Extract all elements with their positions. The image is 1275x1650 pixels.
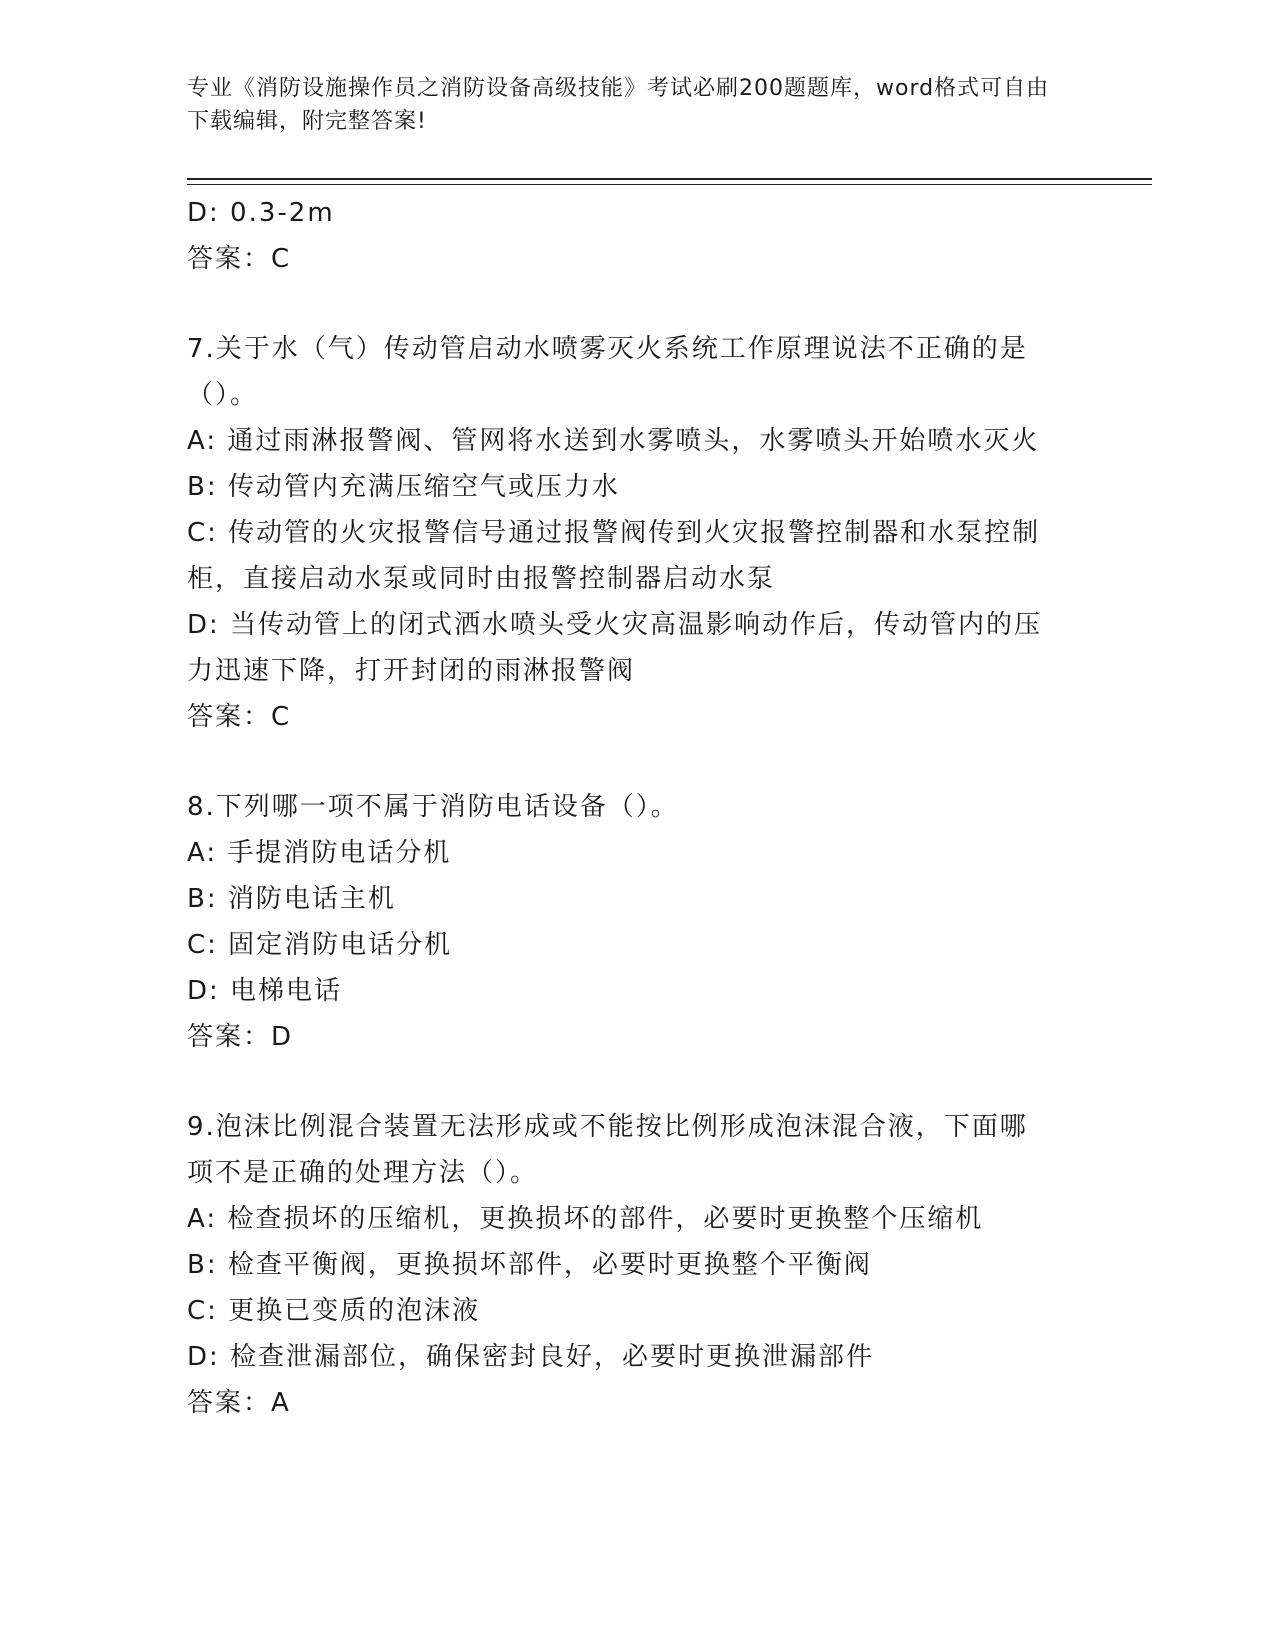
option-b: B: 检查平衡阀，更换损坏部件，必要时更换整个平衡阀 [187,1250,872,1280]
option-c: C: 传动管的火灾报警信号通过报警阀传到火灾报警控制器和水泵控制 [187,518,1041,548]
option-d-cont: 力迅速下降，打开封闭的雨淋报警阀 [187,656,636,686]
question-content [187,190,1087,1426]
answer-line: 答案：D [187,1022,294,1052]
question-block-7 [187,326,1087,740]
header-title: 专业《消防设施操作员之消防设备高级技能》考试必刷200题题库，word格式可自由下载编辑，附完整答案! [187,76,1050,134]
answer-line: 答案：A [187,1388,291,1418]
question-block-9 [187,1104,1087,1426]
header-divider [187,178,1152,185]
document-header [187,72,1067,138]
option-c: C: 更换已变质的泡沫液 [187,1296,481,1326]
option-b: B: 传动管内充满压缩空气或压力水 [187,472,620,502]
option-d: D: 当传动管上的闭式洒水喷头受火灾高温影响动作后，传动管内的压 [187,610,1043,640]
question-block-8 [187,784,1087,1060]
option-b: B: 消防电话主机 [187,884,396,914]
option-d: D: 检查泄漏部位，确保密封良好，必要时更换泄漏部件 [187,1342,875,1372]
answer-line: 答案：C [187,244,292,274]
question-text: 8.下列哪一项不属于消防电话设备（）。 [187,792,679,822]
option-a: A: 手提消防电话分机 [187,838,452,868]
option-a: A: 检查损坏的压缩机，更换损坏的部件，必要时更换整个压缩机 [187,1204,984,1234]
question-block-6-tail [187,190,1087,282]
question-text-cont: 项不是正确的处理方法（）。 [187,1158,539,1188]
option-a: A: 通过雨淋报警阀、管网将水送到水雾喷头，水雾喷头开始喷水灭火 [187,426,1040,456]
answer-line: 答案：C [187,702,292,732]
option-d: D: 电梯电话 [187,976,343,1006]
option-c: C: 固定消防电话分机 [187,930,453,960]
option-d: D: 0.3-2m [187,198,335,228]
question-text: 7.关于水（气）传动管启动水喷雾灭火系统工作原理说法不正确的是 [187,334,1028,364]
question-text: 9.泡沫比例混合装置无法形成或不能按比例形成泡沫混合液，下面哪 [187,1112,1028,1142]
option-c-cont: 柜，直接启动水泵或同时由报警控制器启动水泵 [187,564,776,594]
question-text-cont: （）。 [187,380,259,410]
